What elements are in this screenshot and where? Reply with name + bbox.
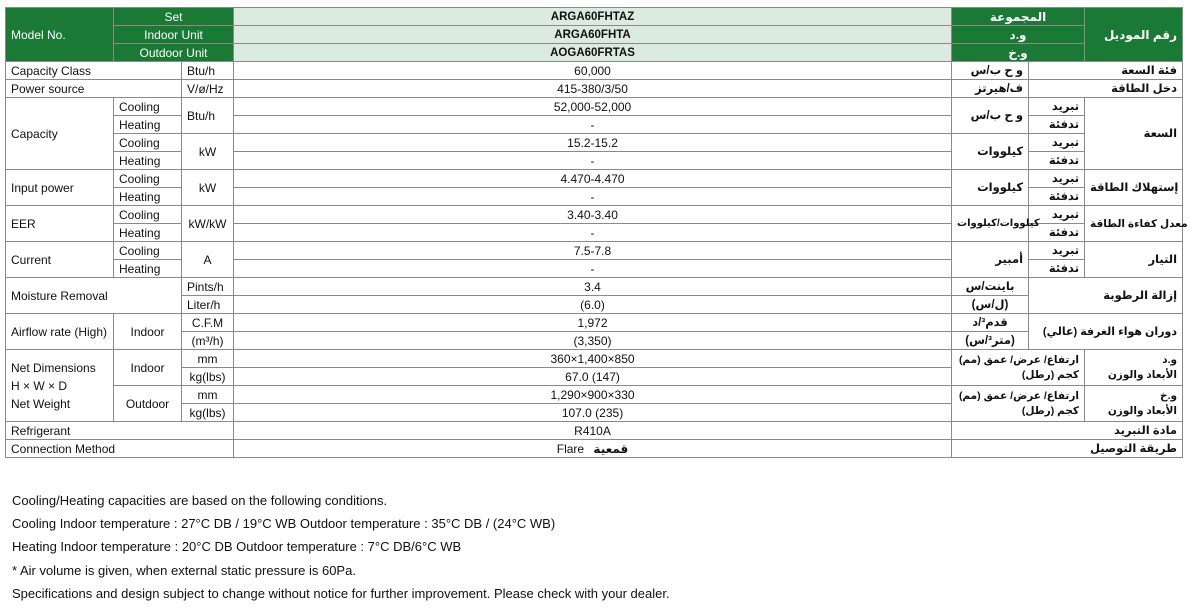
dim-outdoor-unit-ar	[952, 386, 1085, 422]
set-label-ar: المجموعة	[952, 8, 1085, 26]
capacity-btu-cooling-mode: Cooling	[114, 98, 182, 116]
capacity-kw-heating-ar: تدفئة	[1029, 152, 1085, 170]
capacity-label-ar: السعة	[1085, 98, 1183, 170]
current-label: Current	[6, 242, 114, 278]
eer-label: EER	[6, 206, 114, 242]
moisture-label-ar: إزالة الرطوبة	[1029, 278, 1183, 314]
current-unit-ar: أمبير	[952, 242, 1029, 278]
dim-outdoor-label-ar	[1085, 386, 1183, 422]
dim-outdoor-row	[6, 386, 1183, 404]
current-heating-value: -	[234, 260, 952, 278]
model-no-label: Model No.	[6, 8, 114, 62]
capacity-kw-cooling-value: 15.2-15.2	[234, 134, 952, 152]
indoor-unit-label-ar: و.د	[952, 26, 1085, 44]
airflow-unit-ar-1: قدم³/د	[952, 314, 1029, 332]
dim-indoor-label-ar	[1085, 350, 1183, 386]
dim-indoor-unit-ar-dim: ارتفاع/ عرض/ عمق (مم)	[958, 353, 1080, 366]
connection-row	[6, 440, 1183, 458]
set-label: Set	[114, 8, 234, 26]
capacity-btu-heating-value: -	[234, 116, 952, 134]
refrigerant-label-ar: مادة التبريد	[952, 422, 1183, 440]
input-power-heating-mode: Heating	[114, 188, 182, 206]
moisture-value-2: (6.0)	[234, 296, 952, 314]
indoor-model: ARGA60FHTA	[234, 26, 952, 44]
spec-table	[5, 7, 1188, 458]
dim-outdoor-unit-tag-ar: و.خ	[1160, 389, 1178, 402]
indoor-unit-label: Indoor Unit	[114, 26, 234, 44]
moisture-unit-ar-2: (ل/س)	[952, 296, 1029, 314]
moisture-label: Moisture Removal	[6, 278, 182, 314]
dim-outdoor-unit-ar-weight: كجم (رطل)	[1021, 404, 1080, 417]
dimensions-label-2: H × W × D	[11, 378, 68, 393]
input-power-cooling-row	[6, 170, 1183, 188]
note-line-5: Specifications and design subject to change without notice for further improvement. Please check with your dealer.	[12, 585, 670, 601]
current-heating-ar: تدفئة	[1029, 260, 1085, 278]
input-power-cooling-mode: Cooling	[114, 170, 182, 188]
capacity-kw-unit: kW	[182, 134, 234, 170]
current-cooling-mode: Cooling	[114, 242, 182, 260]
airflow-row-1	[6, 314, 1183, 332]
dim-indoor-unit-ar-weight: كجم (رطل)	[1021, 368, 1080, 381]
airflow-value-2: (3,350)	[234, 332, 952, 350]
input-power-cooling-ar: تبريد	[1029, 170, 1085, 188]
dimensions-label-1: Net Dimensions	[11, 360, 96, 375]
eer-heating-value: -	[234, 224, 952, 242]
current-cooling-row	[6, 242, 1183, 260]
connection-value-en: Flare	[556, 441, 585, 456]
moisture-unit-1: Pints/h	[182, 278, 234, 296]
eer-unit: kW/kW	[182, 206, 234, 242]
moisture-unit-2: Liter/h	[182, 296, 234, 314]
refrigerant-row	[6, 422, 1183, 440]
capacity-btu-unit-ar: و ح ب/س	[952, 98, 1029, 134]
capacity-class-label-ar: فئة السعة	[1029, 62, 1183, 80]
note-line-4: * Air volume is given, when external static pressure is 60Pa.	[12, 562, 356, 578]
capacity-kw-heating-mode: Heating	[114, 152, 182, 170]
note-line-2: Cooling Indoor temperature : 27°C DB / 19°C WB Outdoor temperature : 35°C DB / (24°C WB)	[12, 516, 556, 532]
moisture-row-1	[6, 278, 1183, 296]
capacity-kw-heating-value: -	[234, 152, 952, 170]
outdoor-unit-label: Outdoor Unit	[114, 44, 234, 62]
note-line-3: Heating Indoor temperature : 20°C DB Outdoor temperature : 7°C DB/6°C WB	[12, 539, 462, 555]
connection-value-ar: قمعية	[593, 441, 629, 456]
input-power-heating-value: -	[234, 188, 952, 206]
input-power-label: Input power	[6, 170, 114, 206]
power-source-label: Power source	[6, 80, 182, 98]
refrigerant-label: Refrigerant	[6, 422, 234, 440]
current-cooling-ar: تبريد	[1029, 242, 1085, 260]
current-cooling-value: 7.5-7.8	[234, 242, 952, 260]
outdoor-unit-label-ar: و.خ	[952, 44, 1085, 62]
dim-outdoor-unit-ar-dim: ارتفاع/ عرض/ عمق (مم)	[958, 389, 1080, 402]
dim-outdoor-label-ar-text: الأبعاد والوزن	[1107, 404, 1178, 417]
dim-indoor-unit-tag-ar: و.د	[1162, 353, 1178, 366]
input-power-heating-ar: تدفئة	[1029, 188, 1085, 206]
current-unit: A	[182, 242, 234, 278]
note-line-1: Cooling/Heating capacities are based on the following conditions.	[12, 493, 388, 508]
power-source-unit: V/ø/Hz	[182, 80, 234, 98]
capacity-kw-cooling-mode: Cooling	[114, 134, 182, 152]
capacity-kw-cooling-row	[6, 134, 1183, 152]
capacity-btu-heating-ar: تدفئة	[1029, 116, 1085, 134]
eer-unit-ar: كيلووات/كيلووات	[952, 206, 1029, 242]
header-row-outdoor	[6, 44, 1183, 62]
dim-outdoor-unit-mm: mm	[182, 386, 234, 404]
header-row-indoor	[6, 26, 1183, 44]
moisture-unit-ar-1: باينت/س	[952, 278, 1029, 296]
capacity-class-row	[6, 62, 1183, 80]
capacity-class-unit-ar: و ح ب/س	[952, 62, 1029, 80]
power-source-unit-ar: ف/هيرتز	[952, 80, 1029, 98]
refrigerant-value: R410A	[234, 422, 952, 440]
eer-cooling-ar: تبريد	[1029, 206, 1085, 224]
power-source-row	[6, 80, 1183, 98]
eer-cooling-value: 3.40-3.40	[234, 206, 952, 224]
footnotes	[12, 489, 670, 605]
airflow-row-2	[6, 332, 1183, 350]
dim-indoor-unit-mm: mm	[182, 350, 234, 368]
moisture-value-1: 3.4	[234, 278, 952, 296]
header-row-set	[6, 8, 1183, 26]
power-source-label-ar: دخل الطاقة	[1029, 80, 1183, 98]
capacity-btu-unit: Btu/h	[182, 98, 234, 134]
input-power-cooling-value: 4.470-4.470	[234, 170, 952, 188]
dim-outdoor-sub: Outdoor	[114, 386, 182, 422]
input-power-unit: kW	[182, 170, 234, 206]
eer-heating-mode: Heating	[114, 224, 182, 242]
connection-label: Connection Method	[6, 440, 234, 458]
airflow-sub: Indoor	[114, 314, 182, 350]
dimensions-label-3: Net Weight	[11, 396, 71, 411]
weight-outdoor-value: 107.0 (235)	[234, 404, 952, 422]
airflow-label-ar: دوران هواء الغرفة (عالي)	[1029, 314, 1183, 350]
airflow-unit-1: C.F.M	[182, 314, 234, 332]
input-power-label-ar: إستهلاك الطاقة	[1085, 170, 1183, 206]
capacity-kw-unit-ar: كيلووات	[952, 134, 1029, 170]
set-model: ARGA60FHTAZ	[234, 8, 952, 26]
current-heating-mode: Heating	[114, 260, 182, 278]
dimensions-label	[6, 350, 114, 422]
connection-value	[234, 440, 952, 458]
dim-outdoor-value: 1,290×900×330	[234, 386, 952, 404]
dim-indoor-sub: Indoor	[114, 350, 182, 386]
capacity-label: Capacity	[6, 98, 114, 170]
capacity-btu-cooling-value: 52,000-52,000	[234, 98, 952, 116]
eer-heating-ar: تدفئة	[1029, 224, 1085, 242]
capacity-class-label: Capacity Class	[6, 62, 182, 80]
airflow-unit-ar-2: (متر³/س)	[952, 332, 1029, 350]
capacity-btu-cooling-row	[6, 98, 1183, 116]
capacity-btu-cooling-ar: تبريد	[1029, 98, 1085, 116]
airflow-value-1: 1,972	[234, 314, 952, 332]
current-label-ar: التيار	[1085, 242, 1183, 278]
weight-indoor-unit: kg(lbs)	[182, 368, 234, 386]
capacity-class-value: 60,000	[234, 62, 952, 80]
input-power-unit-ar: كيلووات	[952, 170, 1029, 206]
power-source-value: 415-380/3/50	[234, 80, 952, 98]
capacity-class-unit: Btu/h	[182, 62, 234, 80]
dim-indoor-value: 360×1,400×850	[234, 350, 952, 368]
dim-indoor-unit-ar	[952, 350, 1085, 386]
weight-indoor-value: 67.0 (147)	[234, 368, 952, 386]
weight-outdoor-unit: kg(lbs)	[182, 404, 234, 422]
dim-indoor-label-ar-text: الأبعاد والوزن	[1107, 368, 1178, 381]
connection-label-ar: طريقة التوصيل	[952, 440, 1183, 458]
dim-indoor-row	[6, 350, 1183, 368]
airflow-unit-2: (m³/h)	[182, 332, 234, 350]
eer-cooling-row	[6, 206, 1183, 224]
capacity-kw-cooling-ar: تبريد	[1029, 134, 1085, 152]
capacity-btu-heating-mode: Heating	[114, 116, 182, 134]
airflow-label: Airflow rate (High)	[6, 314, 114, 350]
moisture-row-2	[6, 296, 1183, 314]
outdoor-model: AOGA60FRTAS	[234, 44, 952, 62]
eer-label-ar: معدل كفاءة الطاقة	[1085, 206, 1183, 242]
eer-cooling-mode: Cooling	[114, 206, 182, 224]
model-no-label-ar: رقم الموديل	[1085, 8, 1183, 62]
